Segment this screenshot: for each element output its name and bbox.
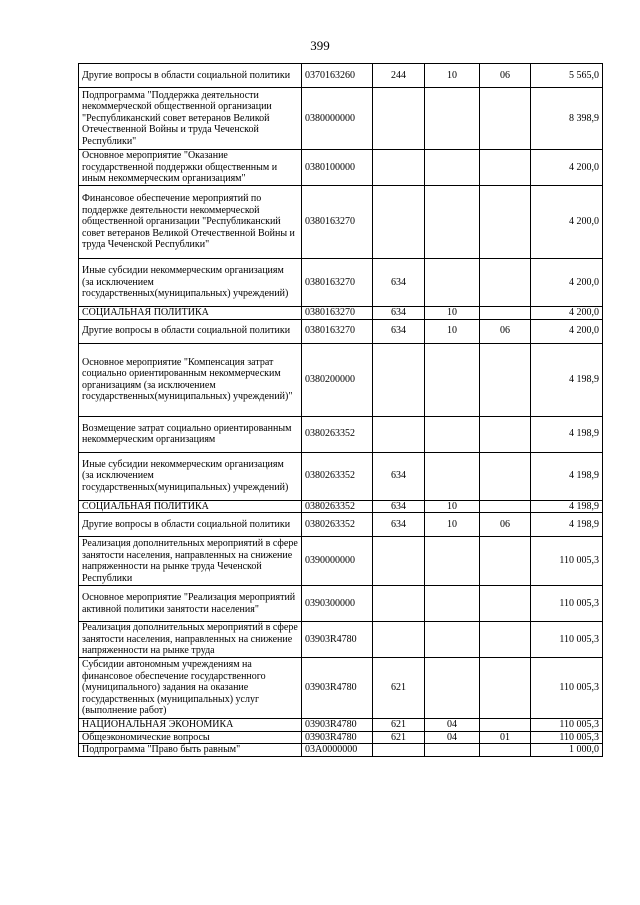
row-section-cell — [425, 186, 480, 259]
row-name-cell: Основное мероприятие "Компенсация затрат социально ориентированным некоммерческим организациям (за исключением государственных(муниципальных) учреждений)" — [79, 343, 302, 416]
row-code-cell: 03А0000000 — [302, 744, 373, 757]
row-code-cell: 0380163270 — [302, 307, 373, 320]
row-name-cell: Реализация дополнительных мероприятий в сфере занятости населения, направленных на снижение напряженности на рынке труда — [79, 622, 302, 658]
table-row — [79, 731, 603, 744]
row-name-cell: Реализация дополнительных мероприятий в сфере занятости населения, направленных на снижение напряженности на рынке труда Чеченской Республики — [79, 537, 302, 586]
table-row — [79, 513, 603, 537]
row-amount-cell: 4 198,9 — [531, 416, 603, 452]
row-code-cell: 03903R4780 — [302, 731, 373, 744]
row-subsection-cell — [480, 658, 531, 719]
row-section-cell — [425, 150, 480, 186]
row-code-cell: 0380163270 — [302, 319, 373, 343]
row-subsection-cell — [480, 719, 531, 732]
row-expense-type-cell — [373, 88, 425, 150]
row-code-cell: 0380100000 — [302, 150, 373, 186]
row-name-cell: Возмещение затрат социально ориентированным некоммерческим организациям — [79, 416, 302, 452]
table-row — [79, 416, 603, 452]
row-code-cell: 0380263352 — [302, 513, 373, 537]
row-section-cell — [425, 622, 480, 658]
table-row — [79, 186, 603, 259]
row-expense-type-cell: 621 — [373, 731, 425, 744]
row-subsection-cell — [480, 622, 531, 658]
row-section-cell — [425, 537, 480, 586]
row-amount-cell: 4 200,0 — [531, 186, 603, 259]
row-section-cell: 10 — [425, 319, 480, 343]
row-name-cell: Субсидии автономным учреждениям на финансовое обеспечение государственного (муниципального) задания на оказание государственных (муниципальных) услуг (выполнение работ) — [79, 658, 302, 719]
row-name-cell: Другие вопросы в области социальной политики — [79, 64, 302, 88]
row-code-cell: 0380163270 — [302, 186, 373, 259]
row-code-cell: 03903R4780 — [302, 719, 373, 732]
row-expense-type-cell: 634 — [373, 452, 425, 500]
row-subsection-cell — [480, 744, 531, 757]
row-amount-cell: 4 198,9 — [531, 500, 603, 513]
row-name-cell: Общеэкономические вопросы — [79, 731, 302, 744]
row-subsection-cell: 01 — [480, 731, 531, 744]
row-code-cell: 0370163260 — [302, 64, 373, 88]
row-amount-cell: 5 565,0 — [531, 64, 603, 88]
row-amount-cell: 4 200,0 — [531, 150, 603, 186]
row-section-cell — [425, 586, 480, 622]
row-amount-cell: 4 198,9 — [531, 343, 603, 416]
row-section-cell: 04 — [425, 719, 480, 732]
table-row — [79, 64, 603, 88]
table-row — [79, 586, 603, 622]
row-name-cell: Финансовое обеспечение мероприятий по поддержке деятельности некоммерческой общественной организации "Республиканский совет ветеранов Великой Отечественной Войны и труда Чеченской Республики" — [79, 186, 302, 259]
row-amount-cell: 4 198,9 — [531, 452, 603, 500]
row-subsection-cell: 06 — [480, 64, 531, 88]
row-expense-type-cell: 634 — [373, 500, 425, 513]
table-row — [79, 719, 603, 732]
row-amount-cell: 4 200,0 — [531, 259, 603, 307]
row-amount-cell: 4 198,9 — [531, 513, 603, 537]
row-code-cell: 0390000000 — [302, 537, 373, 586]
row-name-cell: Другие вопросы в области социальной политики — [79, 319, 302, 343]
row-section-cell — [425, 416, 480, 452]
row-expense-type-cell — [373, 622, 425, 658]
budget-table-body — [79, 64, 603, 757]
table-row — [79, 622, 603, 658]
row-amount-cell: 110 005,3 — [531, 731, 603, 744]
budget-table — [78, 63, 603, 757]
row-name-cell: Иные субсидии некоммерческим организациям (за исключением государственных(муниципальных) учреждений) — [79, 452, 302, 500]
row-subsection-cell — [480, 186, 531, 259]
row-code-cell: 0380163270 — [302, 259, 373, 307]
row-expense-type-cell: 621 — [373, 719, 425, 732]
row-code-cell: 0390300000 — [302, 586, 373, 622]
row-subsection-cell — [480, 150, 531, 186]
table-row — [79, 500, 603, 513]
table-row — [79, 343, 603, 416]
row-section-cell: 10 — [425, 513, 480, 537]
row-amount-cell: 110 005,3 — [531, 537, 603, 586]
row-subsection-cell: 06 — [480, 319, 531, 343]
row-expense-type-cell: 634 — [373, 513, 425, 537]
row-subsection-cell — [480, 88, 531, 150]
row-section-cell: 10 — [425, 500, 480, 513]
row-section-cell: 10 — [425, 307, 480, 320]
row-expense-type-cell — [373, 150, 425, 186]
row-name-cell: СОЦИАЛЬНАЯ ПОЛИТИКА — [79, 307, 302, 320]
table-row — [79, 259, 603, 307]
table-row — [79, 744, 603, 757]
row-code-cell: 03903R4780 — [302, 622, 373, 658]
row-expense-type-cell — [373, 537, 425, 586]
row-name-cell: Подпрограмма "Право быть равным" — [79, 744, 302, 757]
table-row — [79, 88, 603, 150]
page-number: 399 — [310, 38, 330, 53]
row-expense-type-cell: 634 — [373, 307, 425, 320]
row-section-cell — [425, 658, 480, 719]
row-name-cell: Основное мероприятие "Реализация мероприятий активной политики занятости населения" — [79, 586, 302, 622]
row-amount-cell: 110 005,3 — [531, 586, 603, 622]
row-name-cell: НАЦИОНАЛЬНАЯ ЭКОНОМИКА — [79, 719, 302, 732]
row-subsection-cell — [480, 452, 531, 500]
row-expense-type-cell — [373, 744, 425, 757]
table-row — [79, 537, 603, 586]
row-expense-type-cell — [373, 186, 425, 259]
row-code-cell: 0380263352 — [302, 500, 373, 513]
row-code-cell: 0380000000 — [302, 88, 373, 150]
row-name-cell: Другие вопросы в области социальной политики — [79, 513, 302, 537]
row-name-cell: Иные субсидии некоммерческим организациям (за исключением государственных(муниципальных) учреждений) — [79, 259, 302, 307]
row-name-cell: СОЦИАЛЬНАЯ ПОЛИТИКА — [79, 500, 302, 513]
row-expense-type-cell: 244 — [373, 64, 425, 88]
row-code-cell: 0380263352 — [302, 452, 373, 500]
row-amount-cell: 110 005,3 — [531, 719, 603, 732]
row-subsection-cell: 06 — [480, 513, 531, 537]
row-expense-type-cell: 634 — [373, 259, 425, 307]
row-subsection-cell — [480, 259, 531, 307]
table-row — [79, 307, 603, 320]
table-row — [79, 658, 603, 719]
row-expense-type-cell: 621 — [373, 658, 425, 719]
row-expense-type-cell — [373, 416, 425, 452]
row-subsection-cell — [480, 500, 531, 513]
row-name-cell: Подпрограмма "Поддержка деятельности некоммерческой общественной организации "Республиканский совет ветеранов Великой Отечественной Войны и труда Чеченской Республики" — [79, 88, 302, 150]
row-subsection-cell — [480, 586, 531, 622]
table-row — [79, 452, 603, 500]
row-code-cell: 0380263352 — [302, 416, 373, 452]
row-subsection-cell — [480, 343, 531, 416]
row-name-cell: Основное мероприятие "Оказание государственной поддержки общественным и иным некоммерческим организациям" — [79, 150, 302, 186]
row-subsection-cell — [480, 537, 531, 586]
row-amount-cell: 1 000,0 — [531, 744, 603, 757]
row-expense-type-cell — [373, 343, 425, 416]
row-section-cell — [425, 744, 480, 757]
row-code-cell: 03903R4780 — [302, 658, 373, 719]
row-section-cell: 04 — [425, 731, 480, 744]
row-amount-cell: 8 398,9 — [531, 88, 603, 150]
row-section-cell — [425, 259, 480, 307]
row-expense-type-cell: 634 — [373, 319, 425, 343]
row-amount-cell: 4 200,0 — [531, 319, 603, 343]
row-amount-cell: 4 200,0 — [531, 307, 603, 320]
row-section-cell — [425, 343, 480, 416]
row-section-cell — [425, 452, 480, 500]
row-section-cell — [425, 88, 480, 150]
row-expense-type-cell — [373, 586, 425, 622]
row-subsection-cell — [480, 307, 531, 320]
row-amount-cell: 110 005,3 — [531, 658, 603, 719]
table-row — [79, 150, 603, 186]
row-code-cell: 0380200000 — [302, 343, 373, 416]
row-amount-cell: 110 005,3 — [531, 622, 603, 658]
row-subsection-cell — [480, 416, 531, 452]
row-section-cell: 10 — [425, 64, 480, 88]
table-row — [79, 319, 603, 343]
